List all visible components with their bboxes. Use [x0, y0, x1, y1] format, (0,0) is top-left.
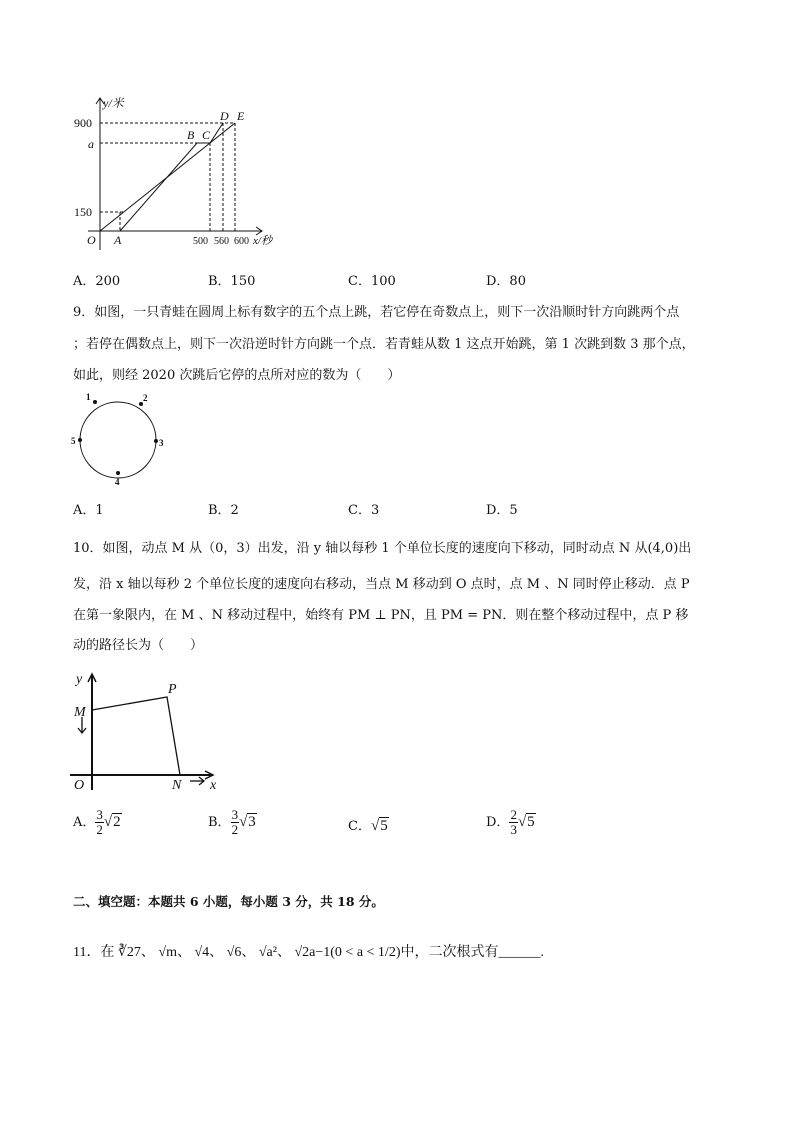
sqrt: √3	[239, 814, 256, 830]
point-D: D	[220, 109, 229, 123]
point-label-5: 5	[71, 436, 76, 446]
q11-item: √m	[158, 945, 177, 960]
label-P: P	[168, 682, 177, 697]
point-label-2: 2	[143, 393, 148, 403]
point-label-3: 3	[159, 438, 164, 448]
point-label-1: 1	[86, 392, 91, 402]
tick-a: a	[88, 137, 94, 151]
point-A: A	[114, 233, 122, 247]
point-label-4: 4	[115, 477, 120, 487]
q10-option-c[interactable]	[348, 815, 389, 835]
label-y: y	[76, 672, 83, 687]
q10-line-3: 在第一象限内，在 M 、N 移动过程中，始终有 PM ⊥ PN，且 PM = PN．则在整个移动过程中，点 P 移	[73, 608, 689, 623]
label-O: O	[74, 778, 85, 793]
q9-option-a[interactable]: A．1	[73, 503, 104, 518]
fraction: $\frac{3}{2}$	[96, 807, 103, 837]
q10-line-2: 发，沿 x 轴以每秒 2 个单位长度的速度向右移动，当点 M 移动到 O 点时，点 M 、N 同时停止移动．点 P	[73, 577, 690, 592]
q10-option-a[interactable]	[73, 808, 122, 837]
tick-600: 600	[234, 236, 249, 247]
tick-500: 500	[193, 236, 208, 247]
option-letter: D．	[486, 815, 510, 830]
q8-option-d[interactable]: D．80	[486, 274, 526, 289]
point-B: B	[187, 128, 195, 142]
q9-line-2: ；若停在偶数点上，则下一次沿逆时针方向跳一个点．若青蛙从数 1 这点开始跳，第 1 次跳到数 3 那个点，	[73, 337, 695, 352]
q10-option-b[interactable]	[208, 808, 257, 837]
q10-line-1: 10．如图，动点 M 从（0，3）出发，沿 y 轴以每秒 1 个单位长度的速度向下移动，同时动点 N 从(4,0)出	[73, 541, 692, 556]
point-E: E	[237, 109, 245, 123]
label-N: N	[172, 778, 182, 793]
tick-560: 560	[214, 236, 229, 247]
option-letter: A．	[73, 815, 96, 830]
option-letter: C．	[348, 819, 371, 834]
sqrt: √5	[370, 818, 388, 834]
q11-suffix: 中，二次根式有______.	[400, 945, 544, 960]
x-axis-label: x/秒	[253, 235, 272, 247]
tick-150: 150	[74, 205, 92, 219]
q11-item: √6	[226, 945, 242, 960]
q10-line-4: 动的路径长为（ ）	[73, 638, 204, 653]
q8-option-b[interactable]: B．150	[208, 274, 256, 289]
q11-item: √a²	[258, 945, 277, 960]
point-O: O	[87, 233, 96, 247]
q11-item: √4	[194, 945, 210, 960]
section-2-heading: 二、填空题：本题共 6 小题，每小题 3 分，共 18 分。	[73, 894, 384, 909]
point-C: C	[202, 128, 211, 142]
q9-line-1: 9．如图，一只青蛙在圆周上标有数字的五个点上跳，若它停在奇数点上，则下一次沿顺时针方向跳两个点	[73, 305, 680, 320]
q11-item: ∛27	[117, 945, 141, 960]
q9-option-d[interactable]: D．5	[486, 503, 518, 518]
q11-text: 11．在 ∛27、 √m、 √4、 √6、 √a²、 √2a−1(0 < a < 1/2)中，二次根式有______.	[73, 945, 544, 960]
label-x: x	[210, 778, 217, 793]
fraction: $\frac{2}{3}$	[510, 807, 517, 837]
q11-item: √2a−1	[294, 945, 331, 960]
q9-option-b[interactable]: B．2	[208, 503, 239, 518]
q10-option-d[interactable]	[486, 808, 536, 837]
q11-condition: (0 < a < 1/2)	[330, 945, 401, 960]
label-M: M	[74, 705, 86, 720]
q8-option-c[interactable]: C．100	[348, 274, 396, 289]
q9-option-c[interactable]: C．3	[348, 503, 380, 518]
q8-option-a[interactable]: A．200	[73, 274, 121, 289]
fraction: $\frac{3}{2}$	[231, 807, 239, 837]
sqrt: √5	[517, 814, 535, 830]
y-axis-label: y/米	[103, 96, 124, 110]
q11-prefix: 11．在	[73, 945, 115, 960]
tick-900: 900	[74, 116, 92, 130]
option-letter: B．	[208, 815, 231, 830]
q9-line-3: 如此，则经 2020 次跳后它停的点所对应的数为（ ）	[73, 368, 401, 383]
sqrt: √2	[103, 814, 121, 830]
